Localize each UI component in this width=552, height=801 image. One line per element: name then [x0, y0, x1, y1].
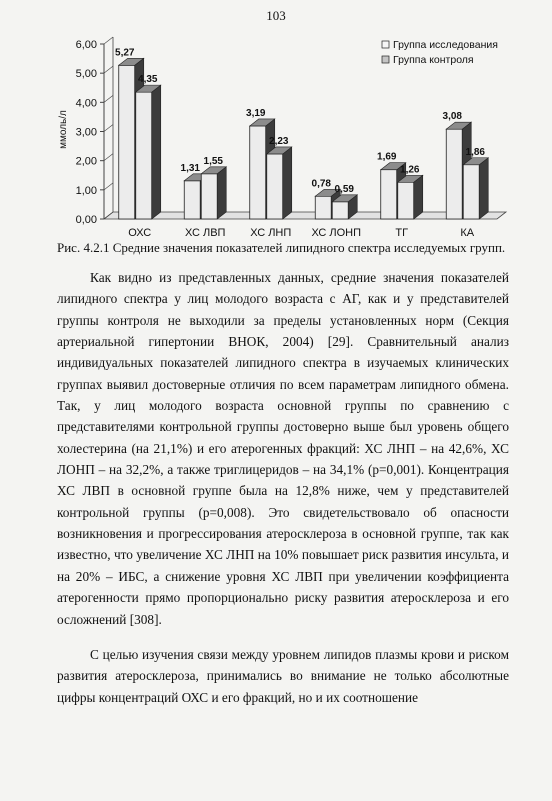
- figure-caption: Рис. 4.2.1 Средние значения показателей липидного спектра исследуемых групп.: [57, 240, 506, 255]
- bar-side: [152, 85, 161, 219]
- bar-value-label: 3,08: [442, 111, 462, 123]
- y-tick-label: 5,00: [75, 68, 97, 81]
- bar-value-label: 1,31: [180, 162, 200, 174]
- y-tick-label: 3,00: [75, 126, 97, 139]
- bar-value-label: 1,55: [203, 155, 223, 167]
- legend-label: Группа исследования: [393, 39, 498, 51]
- x-category-label: ХС ЛНП: [250, 227, 292, 239]
- y-tick-label: 6,00: [75, 39, 97, 51]
- bar-front: [201, 174, 217, 219]
- paragraph-2: С целью изучения связи между уровнем липидов плазмы крови и риском развития атеросклероза, принимались во внимание не только абсолютные цифры концентраций ОХС и его фракций, но и их соотношение: [57, 646, 509, 705]
- bar-side: [217, 167, 226, 219]
- y-tick-label: 1,00: [75, 184, 97, 197]
- bar-side: [283, 147, 292, 219]
- y-tick-label: 4,00: [75, 97, 97, 110]
- paragraph-1: Как видно из представленных данных, средние значения показателей липидного спектра у лиц молодого возраста с АГ, как и у представителей группы контроля не выходили за пределы установленных норм (Секция артериальной гипертонии ВНОК, 2004) [29]. Сравнительный анализ индивидуальных показателей липидного спектра в изучаемых клинических группах выявил достоверные отличия по всем параметрам липидного обмена. Так, у лиц молодого возраста основной группы по сравнению с представителями контрольной группы достоверно выше был уровень общего холестерина (на 21,1%) и его атерогенных фракций: ХС ЛНП – на 42,6%, ХС ЛОНП – на 32,2%, а также триглицеридов – на 34,1% (p=0,001). Концентрация ХС ЛВП в основной группе была на 12,8% ниже, чем у представителей контрольной группы (p=0,008). Это свидетельствовало об опасности возникновения и прогрессирования атеросклероза в основной группе, так как известно, что увеличение ХС ЛНП на 10% повышает риск развития инсульта, и на 20% – ИБС, а снижение уровня ХС ЛВП при увеличении коэффициента атерогенности прямо пропорционально риску развития атеросклероза и его осложнений [308].: [57, 270, 509, 627]
- bar-value-label: 2,23: [269, 135, 289, 147]
- legend-swatch: [382, 41, 389, 48]
- bar-side: [414, 175, 423, 219]
- y-depth-tick: [104, 95, 113, 102]
- bar-front: [136, 92, 152, 219]
- bar-value-label: 1,86: [465, 146, 485, 158]
- y-axis-label: ммоль/л: [58, 110, 69, 149]
- legend-swatch: [382, 56, 389, 63]
- bar-value-label: 1,69: [377, 151, 397, 163]
- bar-front: [463, 165, 479, 219]
- bar-front: [315, 196, 331, 219]
- bar-value-label: 1,26: [400, 164, 420, 176]
- y-depth-tick: [104, 154, 113, 161]
- chart-floor: [104, 212, 506, 219]
- y-depth-tick: [104, 183, 113, 190]
- x-category-label: КА: [460, 227, 475, 239]
- y-depth-tick: [104, 125, 113, 132]
- bar-front: [381, 170, 397, 219]
- bar-value-label: 3,19: [246, 107, 266, 119]
- bar-front: [267, 154, 283, 219]
- bar-front: [446, 129, 462, 219]
- bar-side: [479, 158, 488, 219]
- bar-value-label: 5,27: [115, 47, 135, 59]
- y-depth-tick: [104, 37, 113, 44]
- body-text: [57, 267, 509, 708]
- x-category-label: ОХС: [128, 227, 152, 239]
- bar-value-label: 0,78: [311, 178, 331, 190]
- bar-front: [119, 65, 135, 219]
- bar-front: [250, 126, 266, 219]
- page-number: 103: [266, 8, 286, 23]
- legend-label: Группа контроля: [393, 54, 474, 66]
- x-category-label: ХС ЛОНП: [311, 227, 362, 239]
- bar-value-label: 4,35: [138, 74, 158, 86]
- bar-front: [398, 182, 414, 219]
- y-tick-label: 0,00: [75, 214, 97, 226]
- bar-front: [332, 202, 348, 219]
- bar-value-label: 0,59: [334, 183, 354, 195]
- lipid-spectrum-bar-chart: [0, 0, 552, 245]
- x-category-label: ХС ЛВП: [185, 227, 226, 239]
- bar-front: [184, 181, 200, 219]
- y-tick-label: 2,00: [75, 155, 97, 168]
- y-depth-tick: [104, 66, 113, 73]
- x-category-label: ТГ: [395, 227, 409, 239]
